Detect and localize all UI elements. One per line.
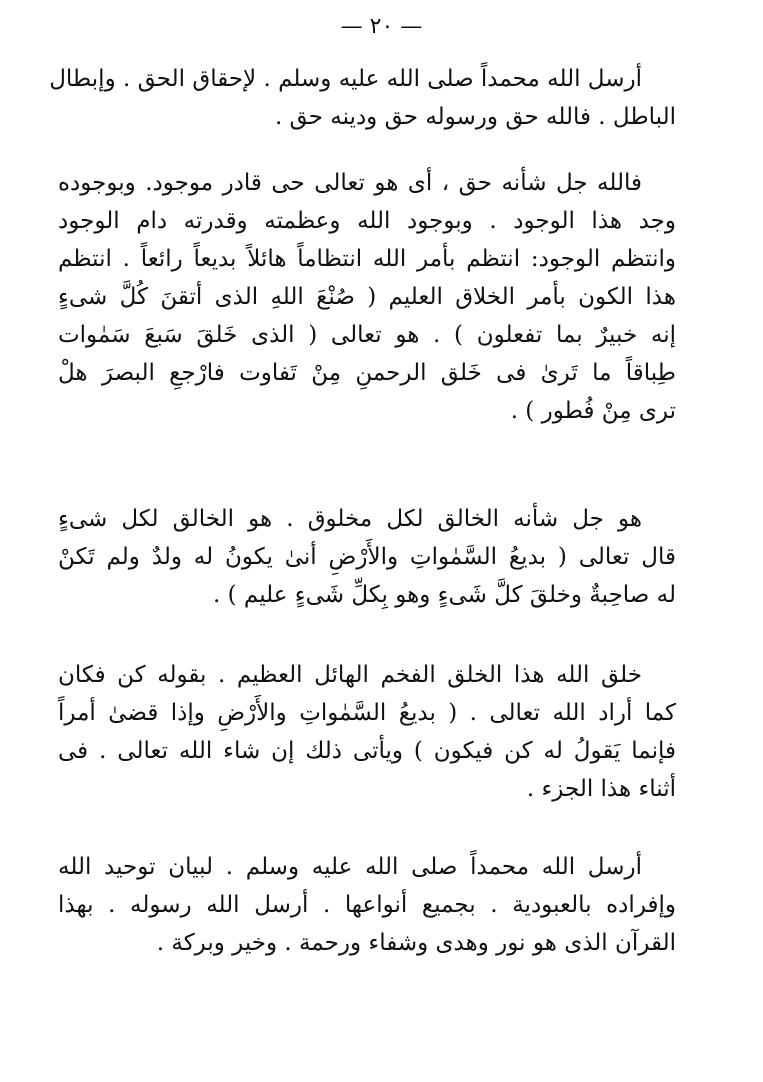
paragraph-line: فالله جل شأنه حق ، أى هو تعالى حى قادر موجود. وبوجوده <box>58 170 642 196</box>
paragraph-line: أرسل الله محمداً صلى الله عليه وسلم . لإحقاق الحق . وإبطال <box>49 66 642 92</box>
paragraph-line: أثناء هذا الجزء . <box>526 776 676 802</box>
paragraph-line: ترى مِنْ فُطور ) . <box>510 398 676 424</box>
paragraph-3 <box>58 500 676 614</box>
paragraph-line: وجد هذا الوجود . وبوجود الله وعظمته وقدرته دام الوجود <box>58 208 676 234</box>
paragraph-4 <box>58 656 676 808</box>
page-number: — ٢٠ — <box>340 14 423 39</box>
paragraph-line: له صاحِبةٌ وخلقَ كلَّ شَىءٍ وهو بِكلِّ شَىءٍ عليم ) . <box>213 582 676 608</box>
paragraph-line: إنه خبيرٌ بما تفعلون ) . هو تعالى ( الذى خَلقَ سَبعَ سَمٰوات <box>58 322 676 348</box>
paragraph-2 <box>58 164 676 430</box>
paragraph-line: كما أراد الله تعالى . ( بديعُ السَّمٰواتِ والأَرْضِ وإذا قضىٰ أمراً <box>58 700 676 726</box>
paragraph-line: فإنما يَقولُ له كن فيكون ) ويأتى ذلك إن شاء الله تعالى . فى <box>58 738 676 764</box>
paragraph-line: هو جل شأنه الخالق لكل مخلوق . هو الخالق لكل شىءٍ <box>58 506 642 532</box>
paragraph-line: أرسل الله محمداً صلى الله عليه وسلم . لبيان توحيد الله <box>58 854 642 880</box>
paragraph-line: طِباقاً ما تَرىٰ فى خَلق الرحمنِ مِنْ تَفاوت فارْجعِ البصرَ هلْ <box>58 360 676 386</box>
paragraph-1 <box>49 60 676 136</box>
paragraph-line: وإفراده بالعبودية . بجميع أنواعها . أرسل الله رسوله . بهذا <box>58 892 676 918</box>
paragraph-line: قال تعالى ( بديعُ السَّمٰواتِ والأَرْضِ أنىٰ يكونُ له ولدٌ ولم تَكنْ <box>58 544 676 570</box>
paragraph-5 <box>58 848 676 962</box>
paragraph-line: القرآن الذى هو نور وهدى وشفاء ورحمة . وخير وبركة . <box>156 930 676 956</box>
paragraph-line: خلق الله هذا الخلق الفخم الهائل العظيم . بقوله كن فكان <box>58 662 642 688</box>
paragraph-line: وانتظم الوجود: انتظم بأمر الله انتظاماً هائلاً بديعاً رائعاً . انتظم <box>58 246 676 272</box>
paragraph-line: الباطل . فالله حق ورسوله حق ودينه حق . <box>274 104 676 130</box>
paragraph-line: هذا الكون بأمر الخلاق العليم ( صُنْعَ اللهِ الذى أتقنَ كُلَّ شىءٍ <box>58 284 676 310</box>
